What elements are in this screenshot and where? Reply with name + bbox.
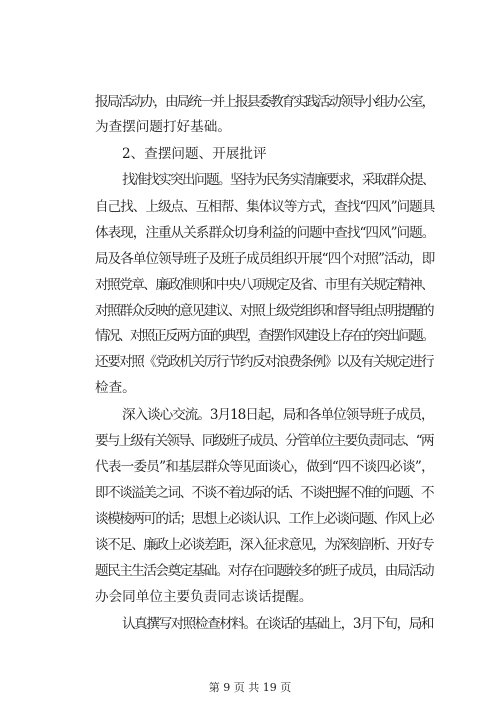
text-line: 对照群众反映的意见建议、对照上级党组织和督导组点明提醒的 bbox=[95, 303, 434, 319]
text-line: 题民主生活会奠定基础。对存在问题较多的班子成员，由局活动 bbox=[95, 563, 434, 579]
text-line: 检查。 bbox=[95, 380, 136, 396]
text-line: 为查摆问题打好基础。 bbox=[95, 119, 231, 135]
text-line: 代表一委员”和基层群众等见面谈心，做到“四不谈四必谈”， bbox=[95, 459, 434, 475]
text-line: 办会同单位主要负责同志谈话提醒。 bbox=[95, 589, 313, 605]
text-line: 自己找、上级点、互相帮、集体议等方式，查找“四风”问题具 bbox=[95, 199, 435, 215]
text-line: 对照党章、廉政准则和中央八项规定及省、市里有关规定精神、 bbox=[95, 277, 434, 293]
text-line: 谈模棱两可的话；思想上必谈认识、工作上必谈问题、作风上必 bbox=[95, 511, 434, 527]
text-line: 体表现，注重从关系群众切身利益的问题中查找“四风”问题。 bbox=[95, 225, 435, 241]
text-line: 找准找实突出问题。坚持为民务实清廉要求，采取群众提、 bbox=[122, 172, 434, 188]
page-footer: 第 9 页 共 19 页 bbox=[208, 681, 292, 694]
text-line: 还要对照《党政机关厉行节约反对浪费条例》以及有关规定进行 bbox=[95, 354, 434, 370]
text-line: 要与上级有关领导、同级班子成员、分管单位主要负责同志、“两 bbox=[95, 433, 433, 449]
text-line: 深入谈心交流。3月18日起，局和各单位领导班子成员， bbox=[122, 407, 434, 423]
text-line: 报局活动办，由局统一并上报县委教育实践活动领导小组办公室， bbox=[95, 94, 434, 110]
text-line: 情况、对照正反两方面的典型，查摆作风建设上存在的突出问题。 bbox=[95, 328, 434, 344]
text-line: 即不谈溢美之词、不谈不着边际的话、不谈把握不准的问题、不 bbox=[95, 485, 434, 501]
text-line: 局及各单位领导班子及班子成员组织开展“四个对照”活动，即 bbox=[95, 251, 435, 267]
text-line: 认真撰写对照检查材料。在谈话的基础上，3月下旬，局和 bbox=[122, 616, 434, 632]
text-line: 谈不足、廉政上必谈差距，深入征求意见，为深刻剖析、开好专 bbox=[95, 537, 434, 553]
text-line: 2、查摆问题、开展批评 bbox=[122, 146, 267, 162]
